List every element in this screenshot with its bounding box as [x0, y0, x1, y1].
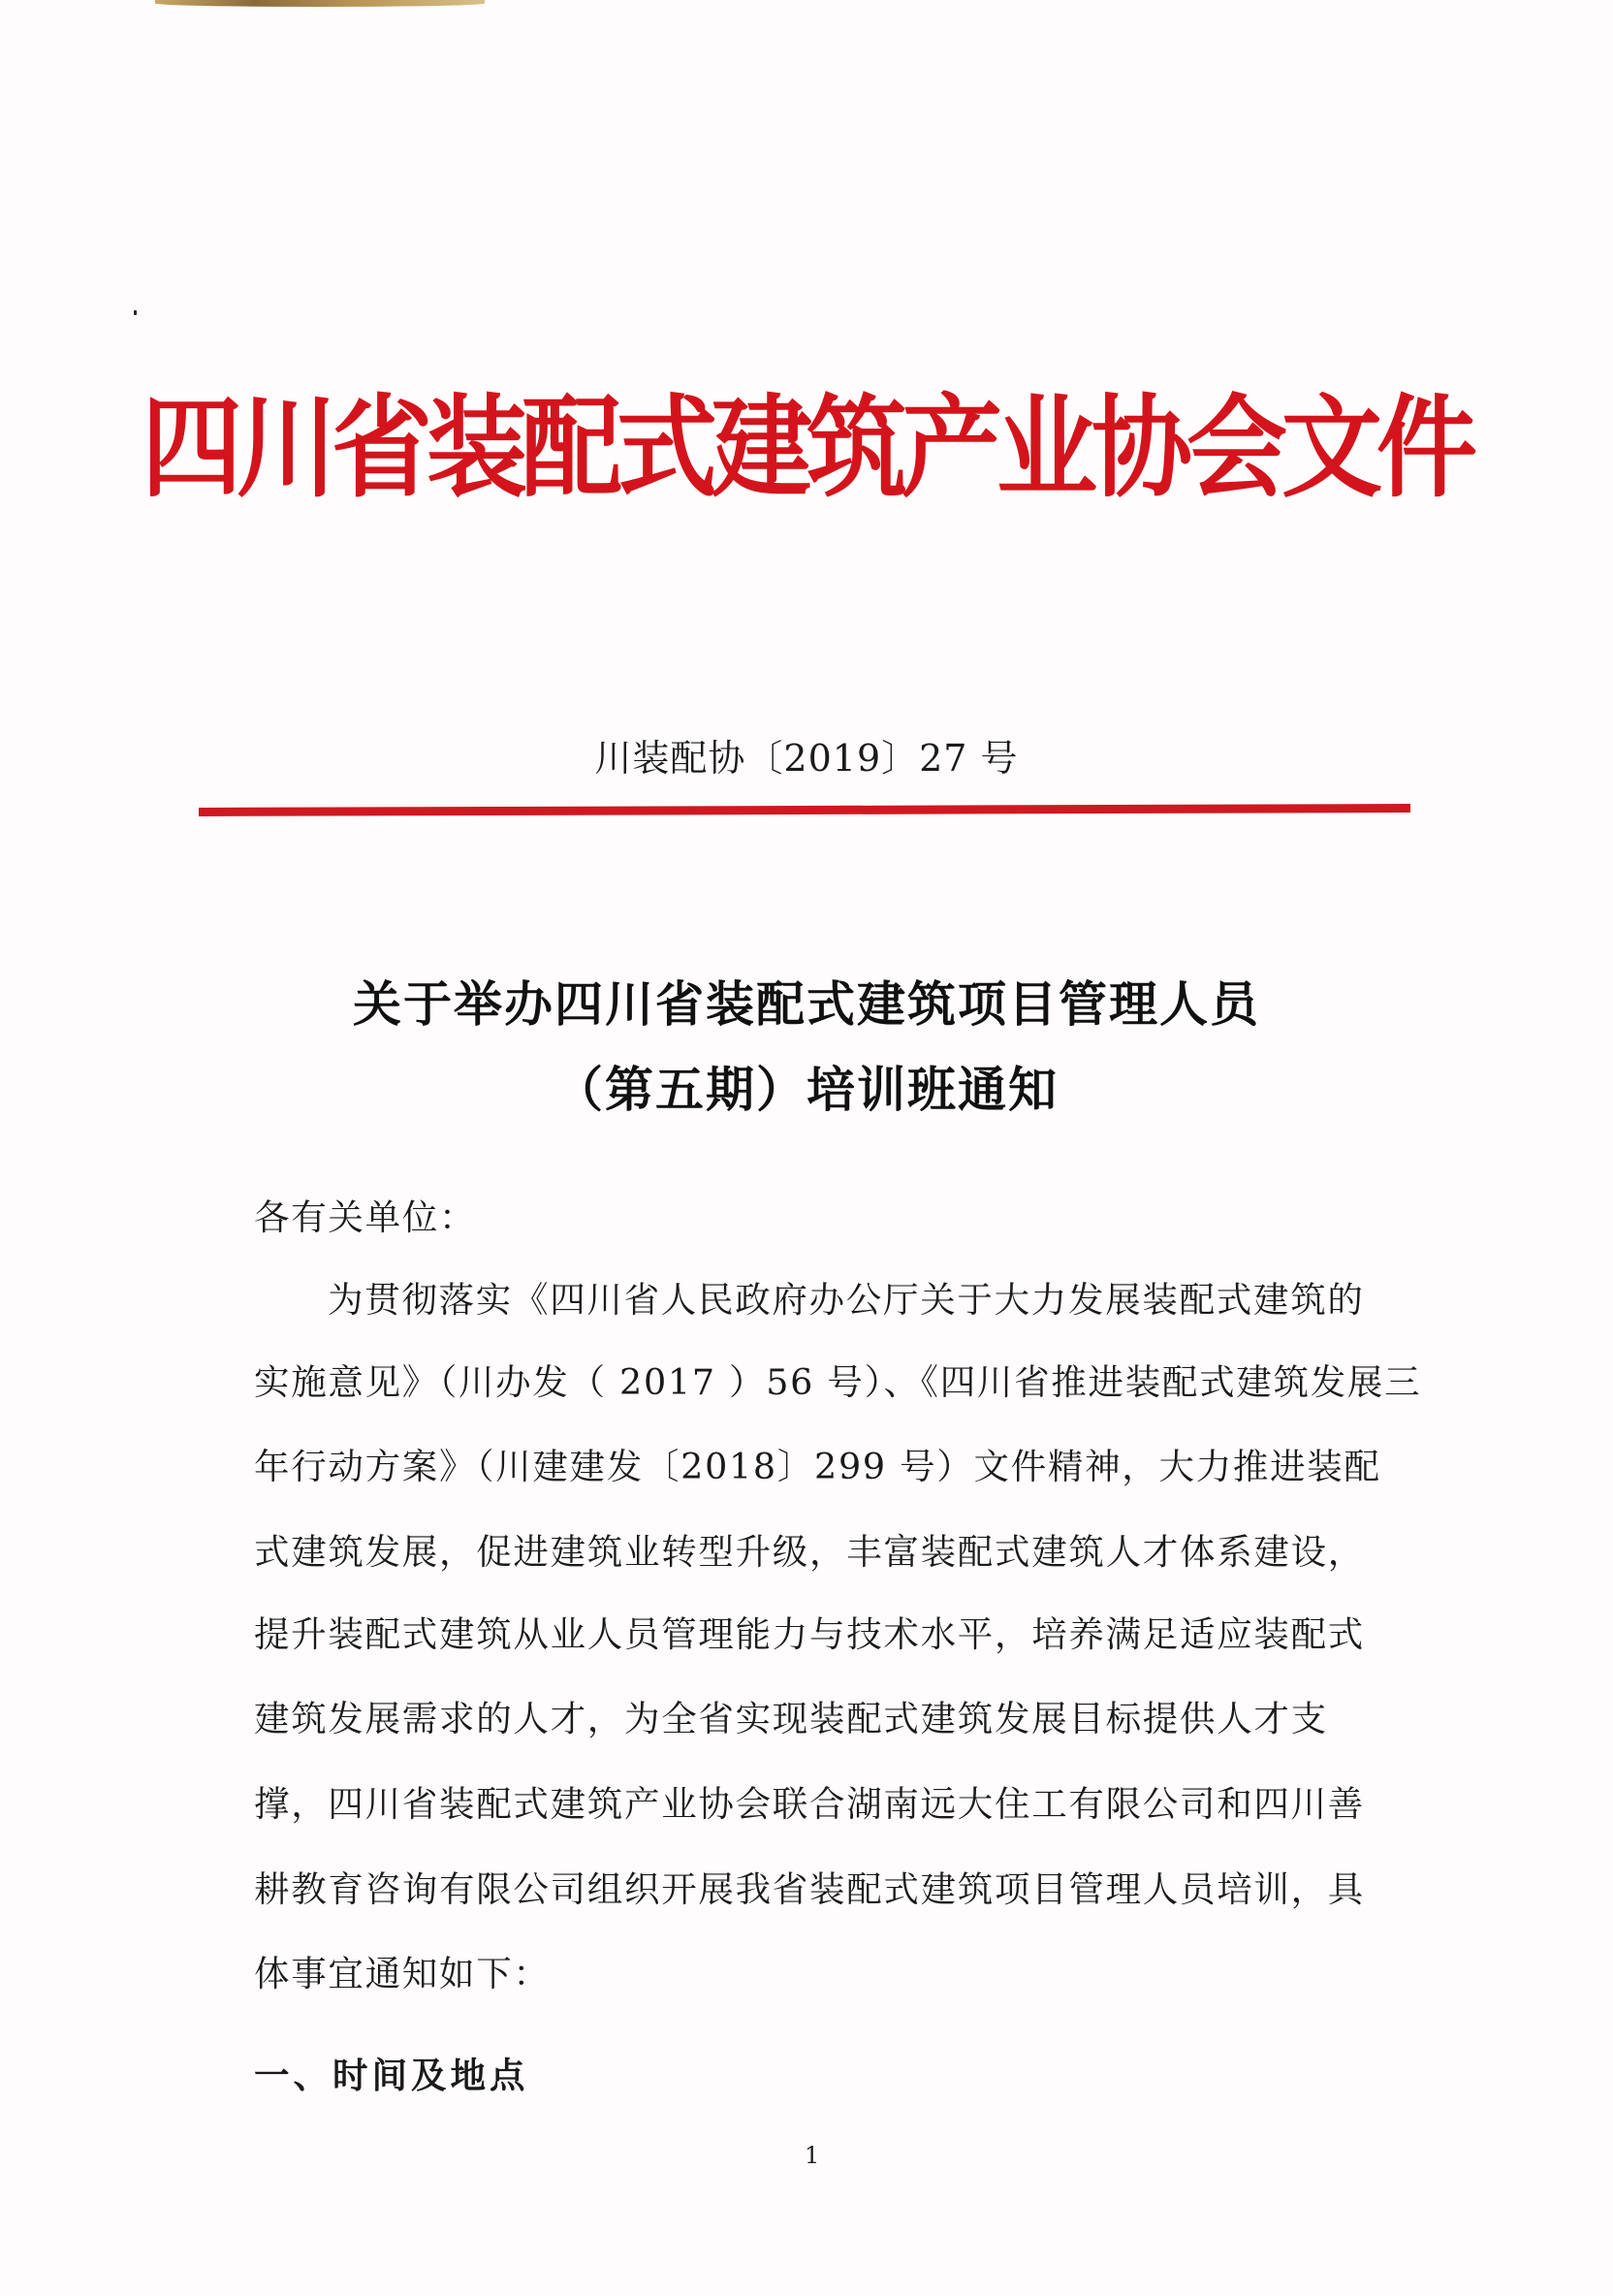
- document-number: 川装配协〔2019〕27 号: [594, 737, 1019, 780]
- section-heading: 一、时间及地点: [254, 2055, 529, 2096]
- notice-title-line-1: 关于举办四川省装配式建筑项目管理人员: [353, 976, 1260, 1033]
- body-line: 建筑发展需求的人才，为全省实现装配式建筑发展目标提供人才支: [254, 1698, 1328, 1739]
- body-line: 年行动方案》（川建建发〔2018〕299 号）文件精神，大力推进装配: [254, 1446, 1381, 1487]
- body-line: 式建筑发展，促进建筑业转型升级，丰富装配式建筑人才体系建设，: [254, 1531, 1365, 1573]
- body-line: 体事宜通知如下：: [254, 1953, 551, 1994]
- page-number: 1: [805, 2142, 820, 2169]
- body-line: 提升装配式建筑从业人员管理能力与技术水平，培养满足适应装配式: [254, 1613, 1365, 1655]
- red-divider-rule: [199, 804, 1410, 816]
- notice-title-line-2: （第五期）培训班通知: [554, 1062, 1059, 1118]
- body-line: 实施意见》（川办发（ 2017 ）56 号）、《四川省推进装配式建筑发展三: [254, 1361, 1422, 1403]
- body-line: 耕教育咨询有限公司组织开展我省装配式建筑项目管理人员培训，具: [254, 1868, 1365, 1910]
- salutation: 各有关单位：: [254, 1196, 477, 1238]
- paper-stain: [155, 0, 485, 7]
- body-line: 撑，四川省装配式建筑产业协会联合湖南远大住工有限公司和四川善: [254, 1783, 1365, 1825]
- body-line: 为贯彻落实《四川省人民政府办公厅关于大力发展装配式建筑的: [328, 1279, 1365, 1321]
- paper-speck: [134, 310, 137, 315]
- masthead-title: 四川省装配式建筑产业协会文件: [141, 382, 1471, 514]
